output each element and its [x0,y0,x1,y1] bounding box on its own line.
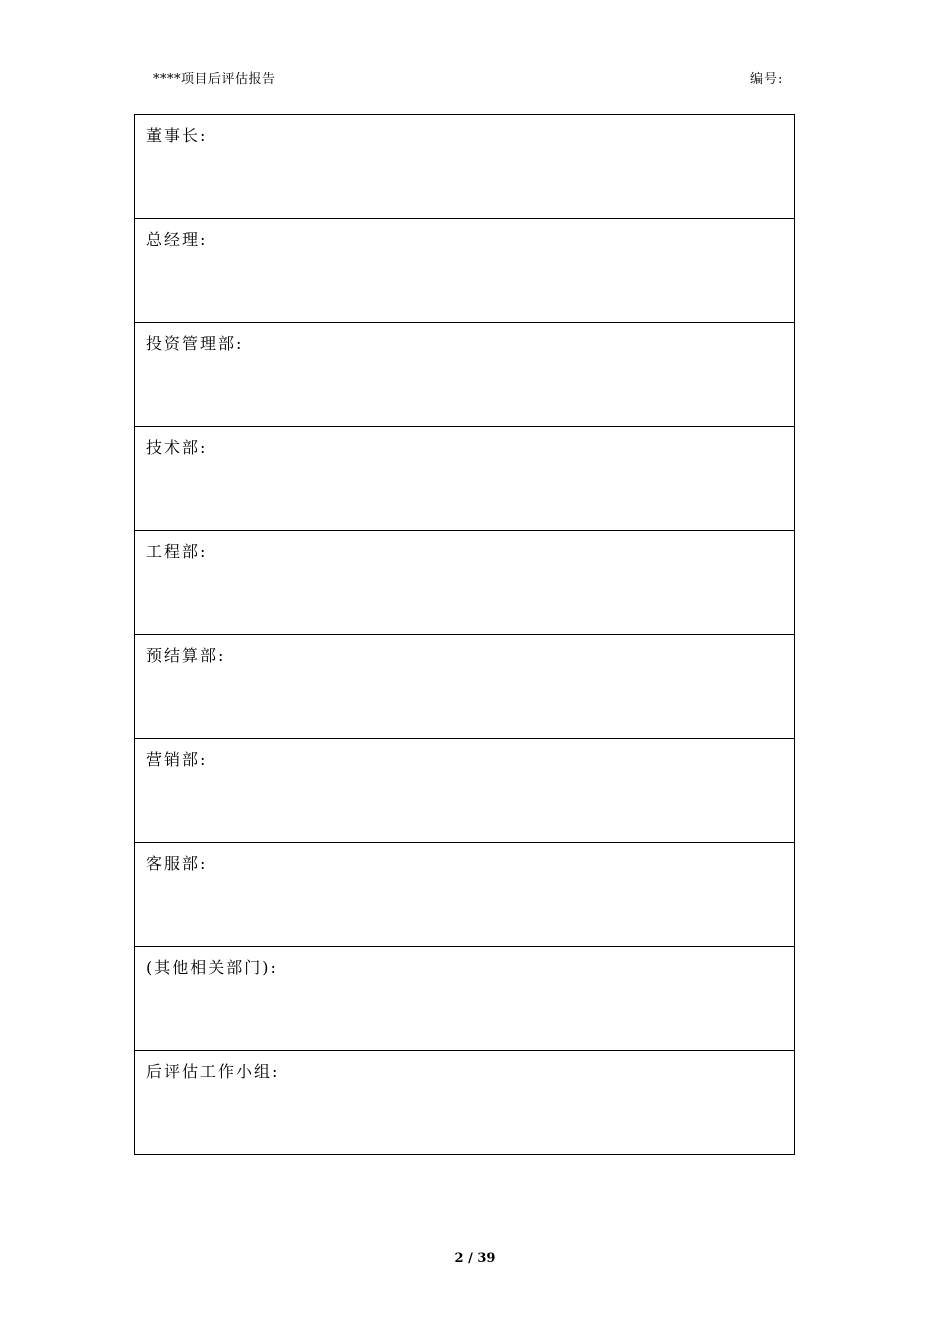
table-row [135,323,795,427]
row-label: 技术部: [146,438,208,457]
signature-cell-technical [135,427,795,531]
row-label: (其他相关部门): [146,958,278,977]
signature-cell-investment-management [135,323,795,427]
row-label: 总经理: [146,230,208,249]
table-row [135,947,795,1051]
signature-cell-customer-service [135,843,795,947]
signature-cell-general-manager [135,219,795,323]
row-label: 营销部: [146,750,208,769]
document-number-label: 编号: [750,72,784,87]
row-label: 后评估工作小组: [146,1062,280,1081]
signature-cell-chairman [135,115,795,219]
table-row [135,843,795,947]
report-title: ****项目后评估报告 [153,72,276,87]
table-row [135,635,795,739]
table-row [135,531,795,635]
signature-cell-other-departments [135,947,795,1051]
page-number: 2 / 39 [454,1251,496,1266]
table-row [135,219,795,323]
row-label: 工程部: [146,542,208,561]
row-label: 董事长: [146,126,208,145]
table-row [135,1051,795,1155]
signature-cell-marketing [135,739,795,843]
signature-cell-post-evaluation-team [135,1051,795,1155]
row-label: 客服部: [146,854,208,873]
table-row [135,427,795,531]
row-label: 预结算部: [146,646,226,665]
table-row [135,739,795,843]
table-row [135,115,795,219]
signature-cell-engineering [135,531,795,635]
signature-cell-budget-settlement [135,635,795,739]
signature-table [134,114,795,1155]
row-label: 投资管理部: [146,334,244,353]
